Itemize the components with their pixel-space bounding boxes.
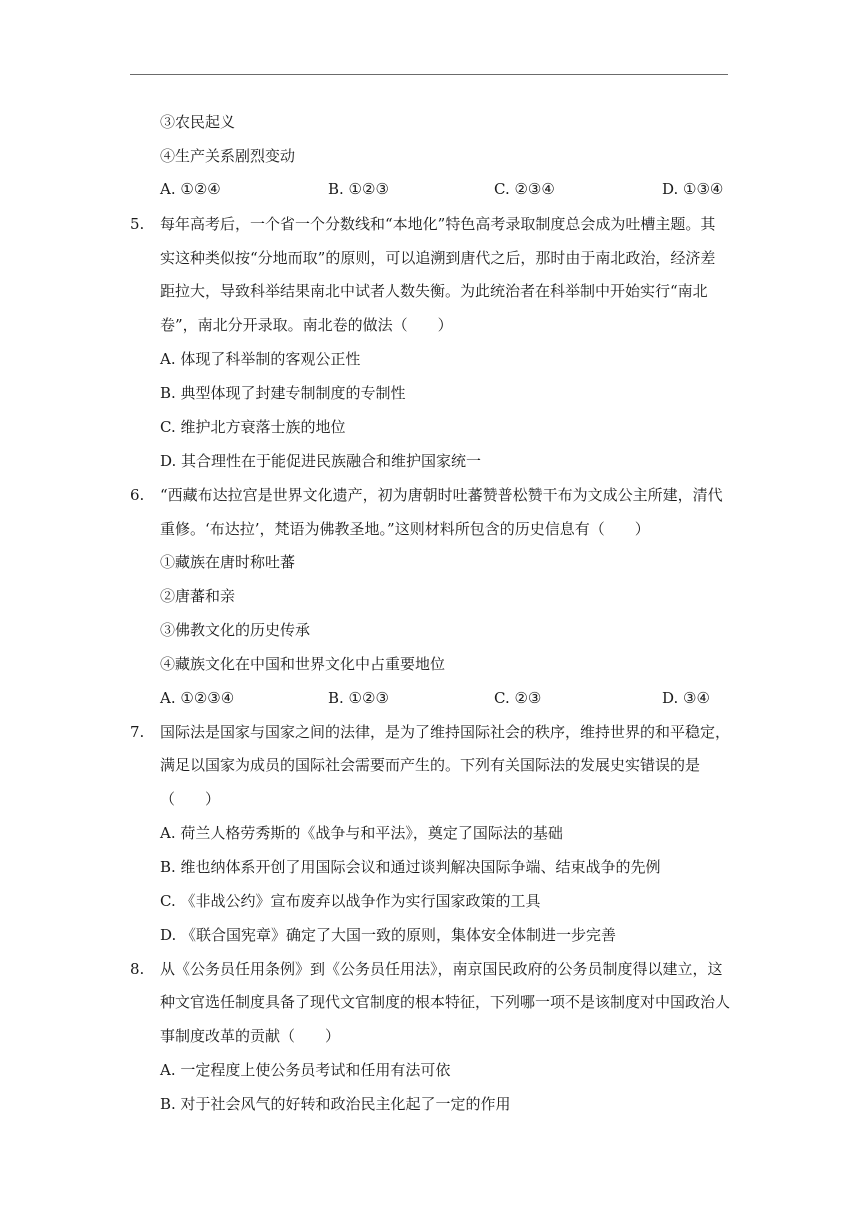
sub-item: ④生产关系剧烈变动 bbox=[160, 147, 296, 165]
question-text-line: “西藏布达拉宫是世界文化遗产，初为唐朝时吐蕃赞普松赞干布为文成公主所建，清代 bbox=[160, 486, 723, 504]
option-b: B. 维也纳体系开创了用国际会议和通过谈判解决国际争端、结束战争的先例 bbox=[160, 858, 661, 876]
question-number: 6. bbox=[130, 486, 145, 504]
option-c: C. 维护北方衰落士族的地位 bbox=[160, 418, 346, 436]
sub-item: ④藏族文化在中国和世界文化中占重要地位 bbox=[160, 655, 446, 673]
header-rule bbox=[130, 74, 728, 75]
question-text-line: 从《公务员任用条例》到《公务员任用法》，南京国民政府的公务员制度得以建立，这 bbox=[160, 960, 723, 978]
option-b: B. ①②③ bbox=[328, 180, 389, 198]
option-b: B. ①②③ bbox=[328, 689, 389, 707]
question-number: 7. bbox=[130, 723, 145, 741]
question-text-line: 实这种类似按“分地而取”的原则，可以追溯到唐代之后，那时由于南北政治，经济差 bbox=[160, 249, 716, 267]
question-text-line: 种文官选任制度具备了现代文官制度的根本特征，下列哪一项不是该制度对中国政治人 bbox=[160, 993, 731, 1011]
sub-item: ③佛教文化的历史传承 bbox=[160, 621, 311, 639]
option-a: A. 一定程度上使公务员考试和任用有法可依 bbox=[160, 1061, 451, 1079]
question-text-line: 每年高考后，一个省一个分数线和“本地化”特色高考录取制度总会成为吐槽主题。其 bbox=[160, 215, 716, 233]
question-text-line: （ ） bbox=[160, 790, 221, 808]
option-c: C. ②③④ bbox=[494, 180, 555, 198]
option-a: A. ①②④ bbox=[160, 180, 221, 198]
question-number: 8. bbox=[130, 960, 145, 978]
sub-item: ③农民起义 bbox=[160, 113, 236, 131]
option-d: D. 《联合国宪章》确定了大国一致的原则，集体安全体制进一步完善 bbox=[160, 926, 617, 944]
sub-item: ②唐蕃和亲 bbox=[160, 587, 236, 605]
option-b: B. 对于社会风气的好转和政治民主化起了一定的作用 bbox=[160, 1095, 511, 1113]
option-a: A. 体现了科举制的客观公正性 bbox=[160, 350, 361, 368]
option-c: C. ②③ bbox=[494, 689, 542, 707]
question-text-line: 重修。‘布达拉’，梵语为佛教圣地。”这则材料所包含的历史信息有（ ） bbox=[160, 520, 650, 538]
question-text-line: 事制度改革的贡献（ ） bbox=[160, 1027, 341, 1045]
option-d: D. 其合理性在于能促进民族融合和维护国家统一 bbox=[160, 452, 482, 470]
question-text-line: 满足以国家为成员的国际社会需要而产生的。下列有关国际法的发展史实错误的是 bbox=[160, 756, 701, 774]
question-text-line: 卷”，南北分开录取。南北卷的做法（ ） bbox=[160, 316, 453, 334]
sub-item: ①藏族在唐时称吐蕃 bbox=[160, 553, 296, 571]
option-d: D. ①③④ bbox=[662, 180, 724, 198]
option-b: B. 典型体现了封建专制制度的专制性 bbox=[160, 384, 406, 402]
option-c: C. 《非战公约》宣布废弃以战争作为实行国家政策的工具 bbox=[160, 892, 541, 910]
option-a: A. 荷兰人格劳秀斯的《战争与和平法》，奠定了国际法的基础 bbox=[160, 824, 563, 842]
question-text-line: 国际法是国家与国家之间的法律，是为了维持国际社会的秩序，维持世界的和平稳定， bbox=[160, 723, 731, 741]
option-a: A. ①②③④ bbox=[160, 689, 235, 707]
question-number: 5. bbox=[130, 215, 145, 233]
option-d: D. ③④ bbox=[662, 689, 710, 707]
question-text-line: 距拉大，导致科举结果南北中试者人数失衡。为此统治者在科举制中开始实行“南北 bbox=[160, 282, 708, 300]
